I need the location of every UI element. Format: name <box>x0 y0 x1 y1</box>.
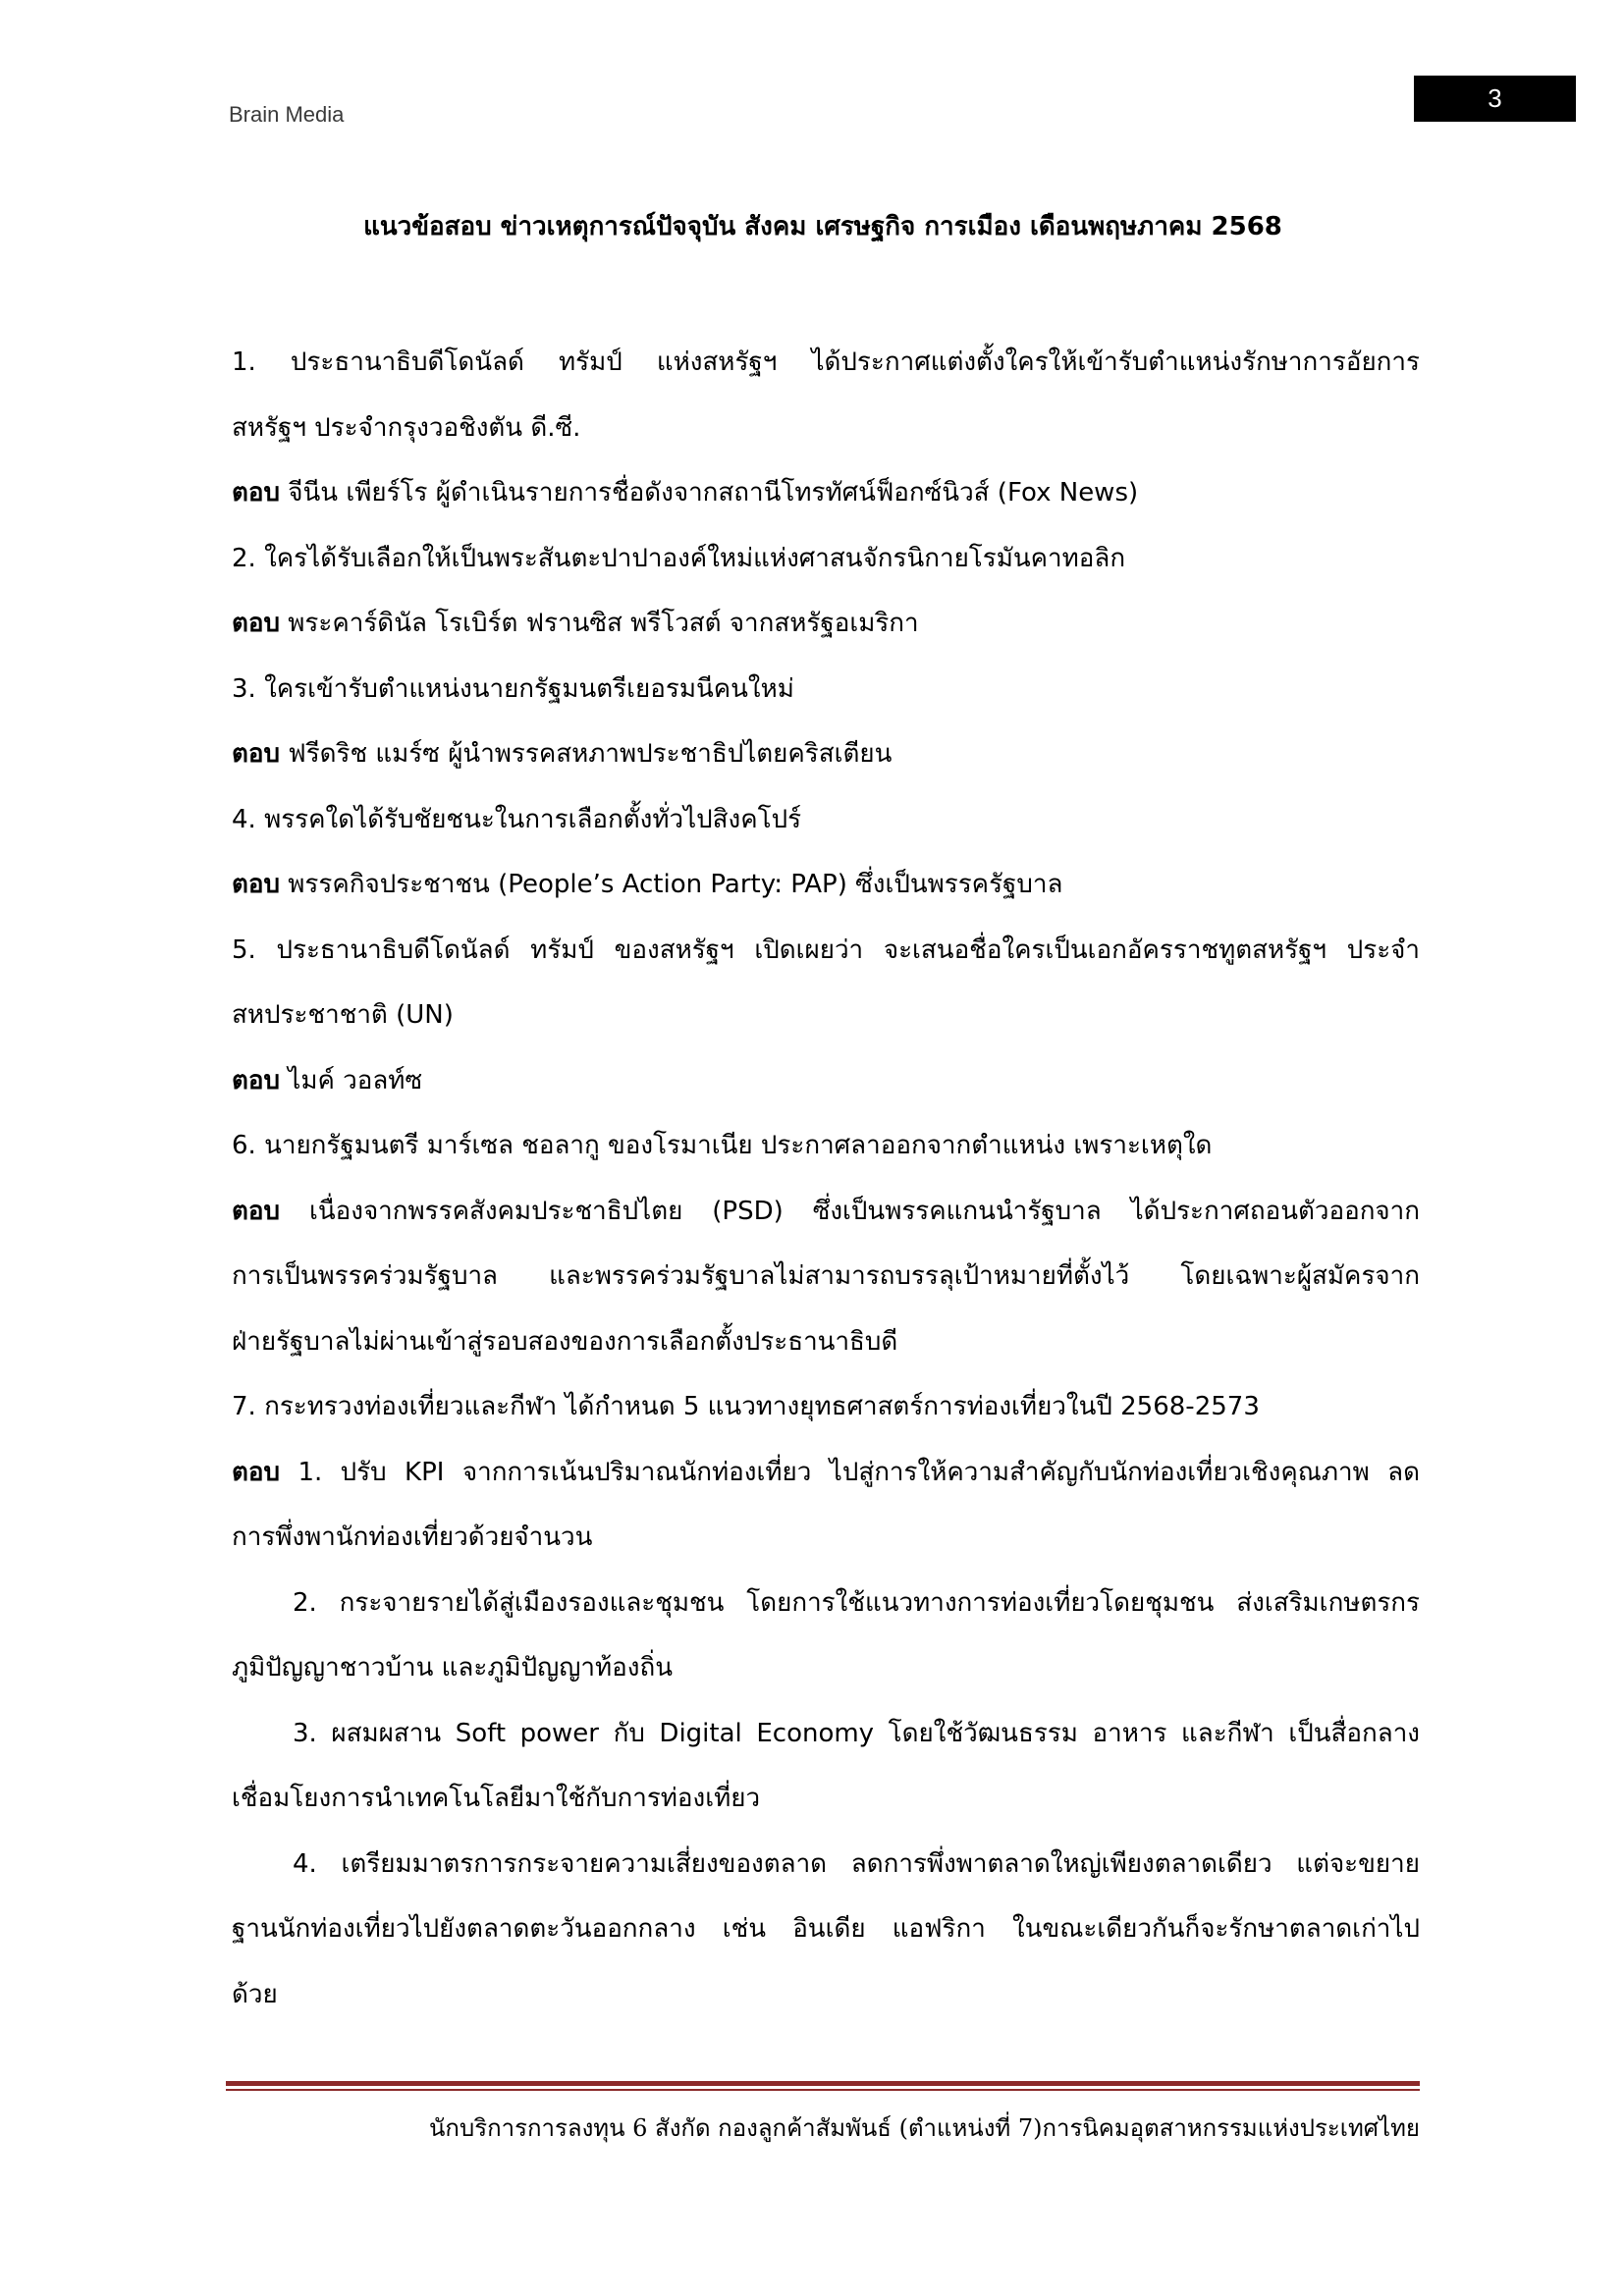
answer-label: ตอบ <box>232 739 281 769</box>
page-number: 3 <box>1414 76 1576 122</box>
answer-7-item-1-text: 1. ปรับ KPI จากการเน้นปริมาณนักท่องเที่ยว ไปสู่การให้ความสำคัญกับนักท่องเที่ยวเชิงคุณภาพ ลด <box>298 1457 1420 1487</box>
question-5-line-1: 5. ประธานาธิบดีโดนัลด์ ทรัมป์ ของสหรัฐฯ เปิดเผยว่า จะเสนอชื่อใครเป็นเอกอัครราชทูตสหรัฐฯ ประจำ <box>232 934 1420 965</box>
question-7: 7. กระทรวงท่องเที่ยวและกีฬา ได้กำหนด 5 แนวทางยุทธศาสตร์การท่องเที่ยวในปี 2568-2573 <box>232 1392 1260 1421</box>
answer-label: ตอบ <box>232 478 281 507</box>
question-4: 4. พรรคใดได้รับชัยชนะในการเลือกตั้งทั่วไปสิงคโปร์ <box>232 804 802 834</box>
answer-7-item-4-line-2: ฐานนักท่องเที่ยวไปยังตลาดตะวันออกกลาง เช่น อินเดีย แอฟริกา ในขณะเดียวกันก็จะรักษาตลาดเก่าไป <box>232 1914 1420 1944</box>
answer-1-text: จีนีน เพียร์โร ผู้ดำเนินรายการชื่อดังจากสถานีโทรทัศน์ฟ็อกซ์นิวส์ (Fox News) <box>288 478 1139 507</box>
answer-label: ตอบ <box>232 609 281 638</box>
answer-6-line-2: การเป็นพรรคร่วมรัฐบาล และพรรคร่วมรัฐบาลไม่สามารถบรรลุเป้าหมายที่ตั้งไว้ โดยเฉพาะผู้สมัครจาก <box>232 1261 1420 1291</box>
answer-7-item-3-line-1: 3. ผสมผสาน Soft power กับ Digital Economy โดยใช้วัฒนธรรม อาหาร และกีฬา เป็นสื่อกลาง <box>293 1718 1420 1748</box>
footer-text: นักบริการการลงทุน 6 สังกัด กองลูกค้าสัมพันธ์ (ตำแหน่งที่ 7)การนิคมอุตสาหกรรมแห่งประเทศไทย <box>429 2114 1420 2142</box>
answer-7-item-2-line-1: 2. กระจายรายได้สู่เมืองรองและชุมชน โดยการใช้แนวทางการท่องเที่ยวโดยชุมชน ส่งเสริมเกษตรกร <box>293 1587 1420 1618</box>
answer-label: ตอบ <box>232 1196 281 1226</box>
document-body <box>232 330 1420 2027</box>
answer-6-text-1: เนื่องจากพรรคสังคมประชาธิปไตย (PSD) ซึ่งเป็นพรรคแกนนำรัฐบาล ได้ประกาศถอนตัวออกจาก <box>308 1196 1420 1226</box>
answer-1 <box>232 460 1420 526</box>
answer-7-item-2-line-2: ภูมิปัญญาชาวบ้าน และภูมิปัญญาท้องถิ่น <box>232 1653 673 1682</box>
question-1-line-2: สหรัฐฯ ประจำกรุงวอชิงตัน ดี.ซี. <box>232 412 581 443</box>
answer-5 <box>232 1048 1420 1114</box>
answer-7-item-1-line-1 <box>232 1440 1420 1506</box>
question-3: 3. ใครเข้ารับตำแหน่งนายกรัฐมนตรีเยอรมนีคนใหม่ <box>232 673 794 704</box>
answer-7-item-4-line-1: 4. เตรียมมาตรการกระจายความเสี่ยงของตลาด ลดการพึ่งพาตลาดใหญ่เพียงตลาดเดียว แต่จะขยาย <box>293 1848 1420 1879</box>
answer-4-text: พรรคกิจประชาชน (People’s Action Party: PAP) ซึ่งเป็นพรรครัฐบาล <box>288 870 1063 899</box>
answer-4 <box>232 852 1420 918</box>
document-title: แนวข้อสอบ ข่าวเหตุการณ์ปัจจุบัน สังคม เศรษฐกิจ การเมือง เดือนพฤษภาคม 2568 <box>363 212 1282 241</box>
question-5-line-2: สหประชาชาติ (UN) <box>232 1000 454 1030</box>
answer-3 <box>232 721 1420 787</box>
question-6: 6. นายกรัฐมนตรี มาร์เซล ชอลากู ของโรมาเนีย ประกาศลาออกจากตำแหน่ง เพราะเหตุใด <box>232 1131 1213 1160</box>
footer-rule <box>226 2081 1420 2091</box>
answer-3-text: ฟรีดริช แมร์ซ ผู้นำพรรคสหภาพประชาธิปไตยคริสเตียน <box>288 739 893 769</box>
answer-label: ตอบ <box>232 1065 281 1095</box>
answer-2-text: พระคาร์ดินัล โรเบิร์ต ฟรานซิส พรีโวสต์ จากสหรัฐอเมริกา <box>288 609 919 638</box>
answer-5-text: ไมค์ วอลท์ซ <box>288 1065 423 1095</box>
answer-7-item-1-line-2: การพึ่งพานักท่องเที่ยวด้วยจำนวน <box>232 1522 593 1552</box>
answer-6-line-3: ฝ่ายรัฐบาลไม่ผ่านเข้าสู่รอบสองของการเลือกตั้งประธานาธิบดี <box>232 1326 898 1357</box>
answer-7-item-4-line-3: ด้วย <box>232 1979 278 2009</box>
header-brand: Brain Media <box>229 102 345 127</box>
answer-label: ตอบ <box>232 870 281 899</box>
answer-6-line-1 <box>232 1179 1420 1245</box>
answer-2 <box>232 591 1420 657</box>
answer-7-item-3-line-2: เชื่อมโยงการนำเทคโนโลยีมาใช้กับการท่องเที่ยว <box>232 1784 761 1813</box>
question-1-line-1: 1. ประธานาธิบดีโดนัลด์ ทรัมป์ แห่งสหรัฐฯ ได้ประกาศแต่งตั้งใครให้เข้ารับตำแหน่งรักษาการอัยการ <box>232 347 1420 377</box>
answer-label: ตอบ <box>232 1457 281 1487</box>
question-2: 2. ใครได้รับเลือกให้เป็นพระสันตะปาปาองค์ใหม่แห่งศาสนจักรนิกายโรมันคาทอลิก <box>232 543 1126 573</box>
